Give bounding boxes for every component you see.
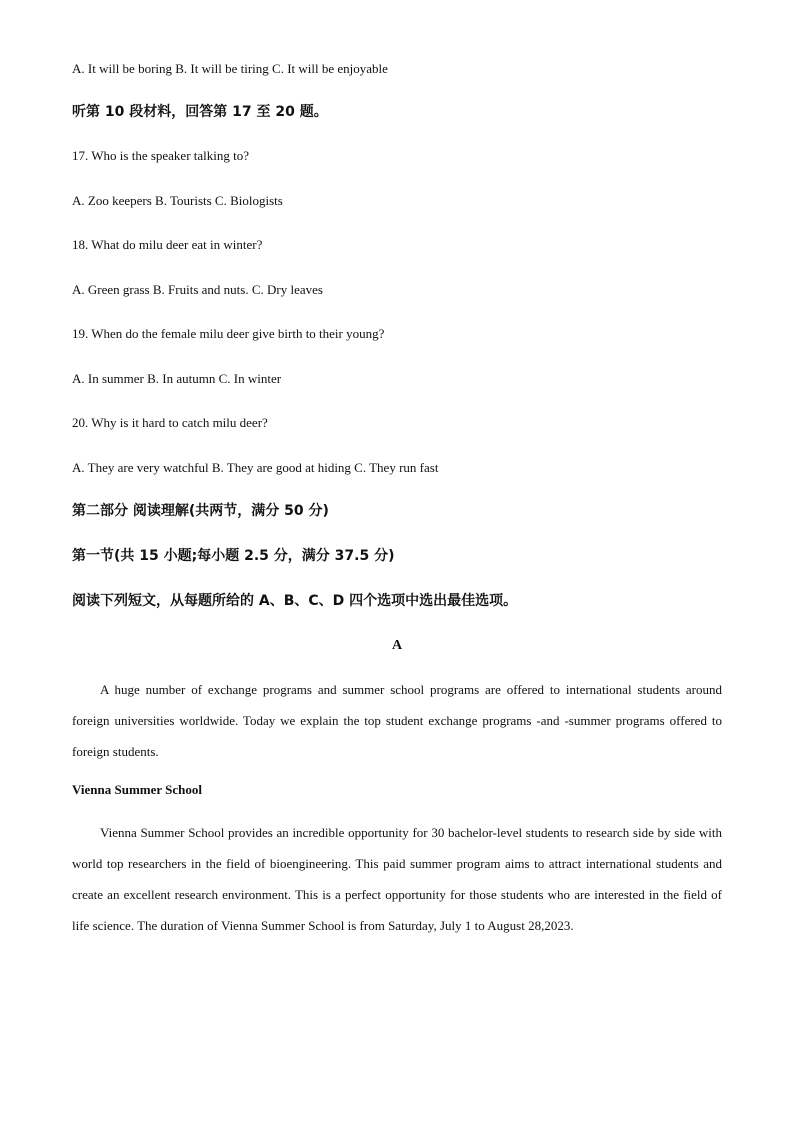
q17-question: 17. Who is the speaker talking to? bbox=[72, 148, 250, 163]
part2-title: 第二部分 阅读理解(共两节，满分 50 分) bbox=[72, 502, 329, 519]
q20-question: 20. Why is it hard to catch milu deer? bbox=[72, 415, 268, 430]
q16-options: A. It will be boring B. It will be tiring C. It will be enjoyable bbox=[72, 61, 388, 76]
part2-section1: 第一节(共 15 小题;每小题 2.5 分，满分 37.5 分) bbox=[72, 547, 395, 564]
passage-body: Vienna Summer School provides an incredible opportunity for 30 bachelor-level students to research side by side with world top researchers in the field of bioengineering. This paid summer program aims to attract international students and create an excellent research environment. This is a perfect opportunity for those students who are interested in the field of life science. The duration of Vienna Summer School is from Saturday, July 1 to August 28,2023. bbox=[72, 824, 722, 933]
exam-page bbox=[72, 60, 722, 941]
q17-options: A. Zoo keepers B. Tourists C. Biologists bbox=[72, 192, 283, 208]
passage-subtitle: Vienna Summer School bbox=[72, 781, 203, 797]
part2-instruction: 阅读下列短文，从每题所给的 A、B、C、D 四个选项中选出最佳选项。 bbox=[72, 592, 518, 609]
q19-question: 19. When do the female milu deer give birth to their young? bbox=[72, 326, 385, 341]
q18-options: A. Green grass B. Fruits and nuts. C. Dry leaves bbox=[72, 281, 323, 297]
q20-options: A. They are very watchful B. They are good at hiding C. They run fast bbox=[72, 459, 439, 475]
passage-intro: A huge number of exchange programs and summer school programs are offered to international students around foreign universities worldwide. Today we explain the top student exchange programs -and -summer programs offered to foreign students. bbox=[72, 681, 722, 759]
passage-label: A bbox=[391, 637, 403, 653]
q18-question: 18. What do milu deer eat in winter? bbox=[72, 237, 263, 252]
section10-instruction: 听第 10 段材料，回答第 17 至 20 题。 bbox=[72, 104, 328, 120]
q19-options: A. In summer B. In autumn C. In winter bbox=[72, 370, 282, 386]
